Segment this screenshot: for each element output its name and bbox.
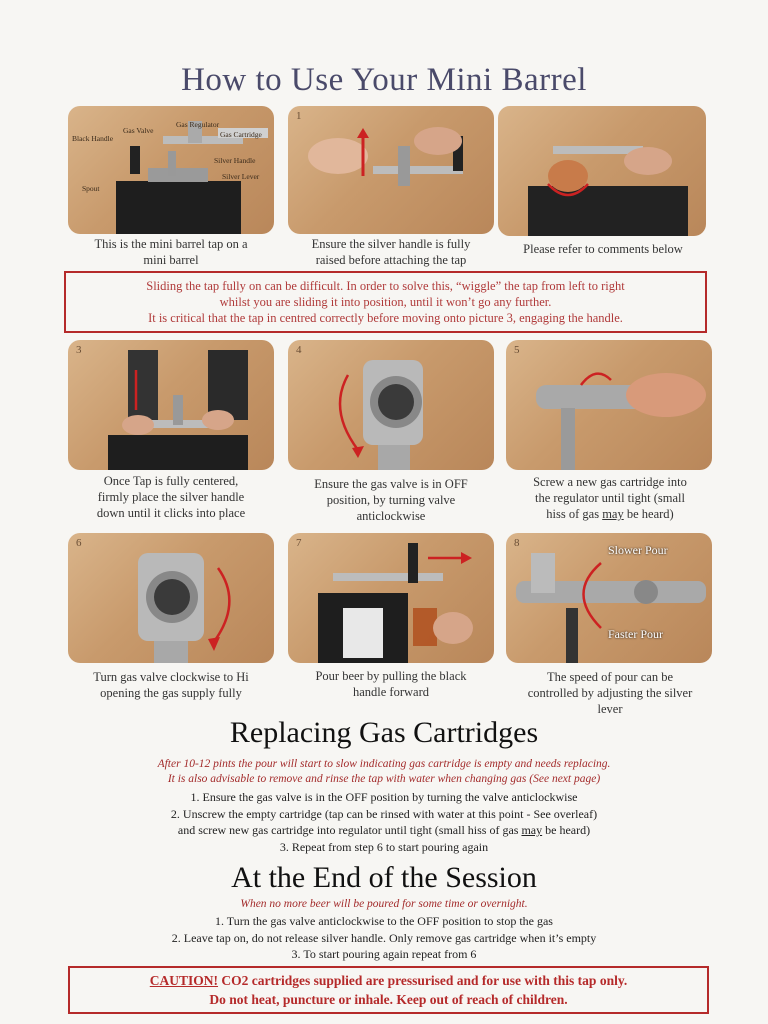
pour-beer-illustration <box>288 533 494 663</box>
callout-spout: Spout <box>82 184 100 193</box>
replacing-step-2: 2. Unscrew the empty cartridge (tap can be rinsed with water at this point - See overleaf) <box>170 807 598 821</box>
callout-slower-pour: Slower Pour <box>608 543 668 557</box>
caution-word: CAUTION! <box>149 973 219 988</box>
photo-step-3 <box>68 340 274 470</box>
photo-step-7 <box>288 533 494 663</box>
notice-line-3: It is critical that the tap in centred correctly before moving onto picture 3, engaging the handle. <box>148 311 623 325</box>
end-step-3: 3. To start pouring again repeat from 6 <box>291 947 477 961</box>
caution-box <box>68 966 709 1014</box>
callout-silver-handle: Silver Handle <box>214 156 256 165</box>
photo-number: 8 <box>514 537 520 549</box>
callout-gas-valve: Gas Valve <box>123 126 154 135</box>
notice-line-2: whilst you are sliding it into position, until it won’t go any further. <box>219 295 552 309</box>
replacing-intro-1: After 10-12 pints the pour will start to slow indicating gas cartridge is empty and needs replacing. <box>157 758 611 770</box>
callout-gas-regulator: Gas Regulator <box>176 120 220 129</box>
caption-step-4: Ensure the gas valve is in OFF position, by turning valve anticlockwise <box>314 477 468 523</box>
photo-step-6 <box>68 533 274 663</box>
caption-step-5: Screw a new gas cartridge into the regulator until tight (small hiss of gas may be heard) <box>500 474 720 522</box>
replacing-step-3: 3. Repeat from step 6 to start pouring again <box>279 840 489 854</box>
caution-line-2: Do not heat, puncture or inhale. Keep out of reach of children. <box>209 992 568 1007</box>
photo-step-2 <box>498 106 706 236</box>
caption-line-hiss: hiss of gas may be heard) <box>546 507 674 521</box>
photo-step-4 <box>288 340 494 470</box>
notice-box <box>64 271 707 333</box>
photo-step-1 <box>288 106 494 234</box>
callout-silver-lever: Silver Lever <box>222 172 260 181</box>
caption-step-8: The speed of pour can be controlled by adjusting the silver lever <box>527 670 693 716</box>
replacing-step-1: 1. Ensure the gas valve is in the OFF position by turning the valve anticlockwise <box>190 790 578 804</box>
caption-step-2: Please refer to comments below <box>523 242 683 256</box>
valve-off-illustration <box>288 340 494 470</box>
valve-on-illustration <box>68 533 274 663</box>
replacing-intro-2: It is also advisable to remove and rinse the tap with water when changing gas (See next page) <box>167 773 601 785</box>
end-session-title: At the End of the Session <box>231 861 537 894</box>
replacing-title: Replacing Gas Cartridges <box>229 716 539 749</box>
photo-step-8 <box>506 533 712 663</box>
photo-number: 4 <box>296 344 302 356</box>
end-step-2: 2. Leave tap on, do not release silver handle. Only remove gas cartridge when it’s empty <box>171 931 597 945</box>
screw-cartridge-illustration <box>506 340 712 470</box>
caution-line-1-rest: CO2 cartridges supplied are pressurised and for use with this tap only. <box>218 973 628 988</box>
caption-step-6: Turn gas valve clockwise to Hi opening the gas supply fully <box>93 670 249 700</box>
slide-tap-illustration <box>498 106 706 236</box>
caption-tap-overview: This is the mini barrel tap on a mini barrel <box>94 237 248 267</box>
photo-step-5 <box>506 340 712 470</box>
photo-tap-overview <box>68 106 274 234</box>
callout-black-handle: Black Handle <box>72 134 114 143</box>
caution-line-1 <box>70 971 707 990</box>
photo-number: 5 <box>514 344 520 356</box>
photo-number: 3 <box>76 344 82 356</box>
callout-faster-pour: Faster Pour <box>608 627 663 641</box>
photo-number: 6 <box>76 537 82 549</box>
photo-number: 7 <box>296 537 302 549</box>
end-step-1: 1. Turn the gas valve anticlockwise to the OFF position to stop the gas <box>215 914 553 928</box>
photo-number: 1 <box>296 110 302 122</box>
press-handle-illustration <box>68 340 274 470</box>
notice-line-1: Sliding the tap fully on can be difficult. In order to solve this, “wiggle” the tap from left to right <box>146 279 625 293</box>
callout-gas-cartridge: Gas Cartridge <box>220 130 262 139</box>
end-session-intro: When no more beer will be poured for some time or overnight. <box>240 898 528 910</box>
tap-illustration <box>68 106 274 234</box>
replacing-step-2-cont: and screw new gas cartridge into regulator until tight (small hiss of gas may be heard) <box>177 823 591 837</box>
caption-step-1: Ensure the silver handle is fully raised before attaching the tap <box>311 237 471 267</box>
attach-tap-illustration <box>288 106 494 234</box>
caption-step-7: Pour beer by pulling the black handle forward <box>315 669 467 699</box>
caption-step-3: Once Tap is fully centered, firmly place the silver handle down until it clicks into place <box>96 474 246 520</box>
page-title: How to Use Your Mini Barrel <box>181 62 587 98</box>
